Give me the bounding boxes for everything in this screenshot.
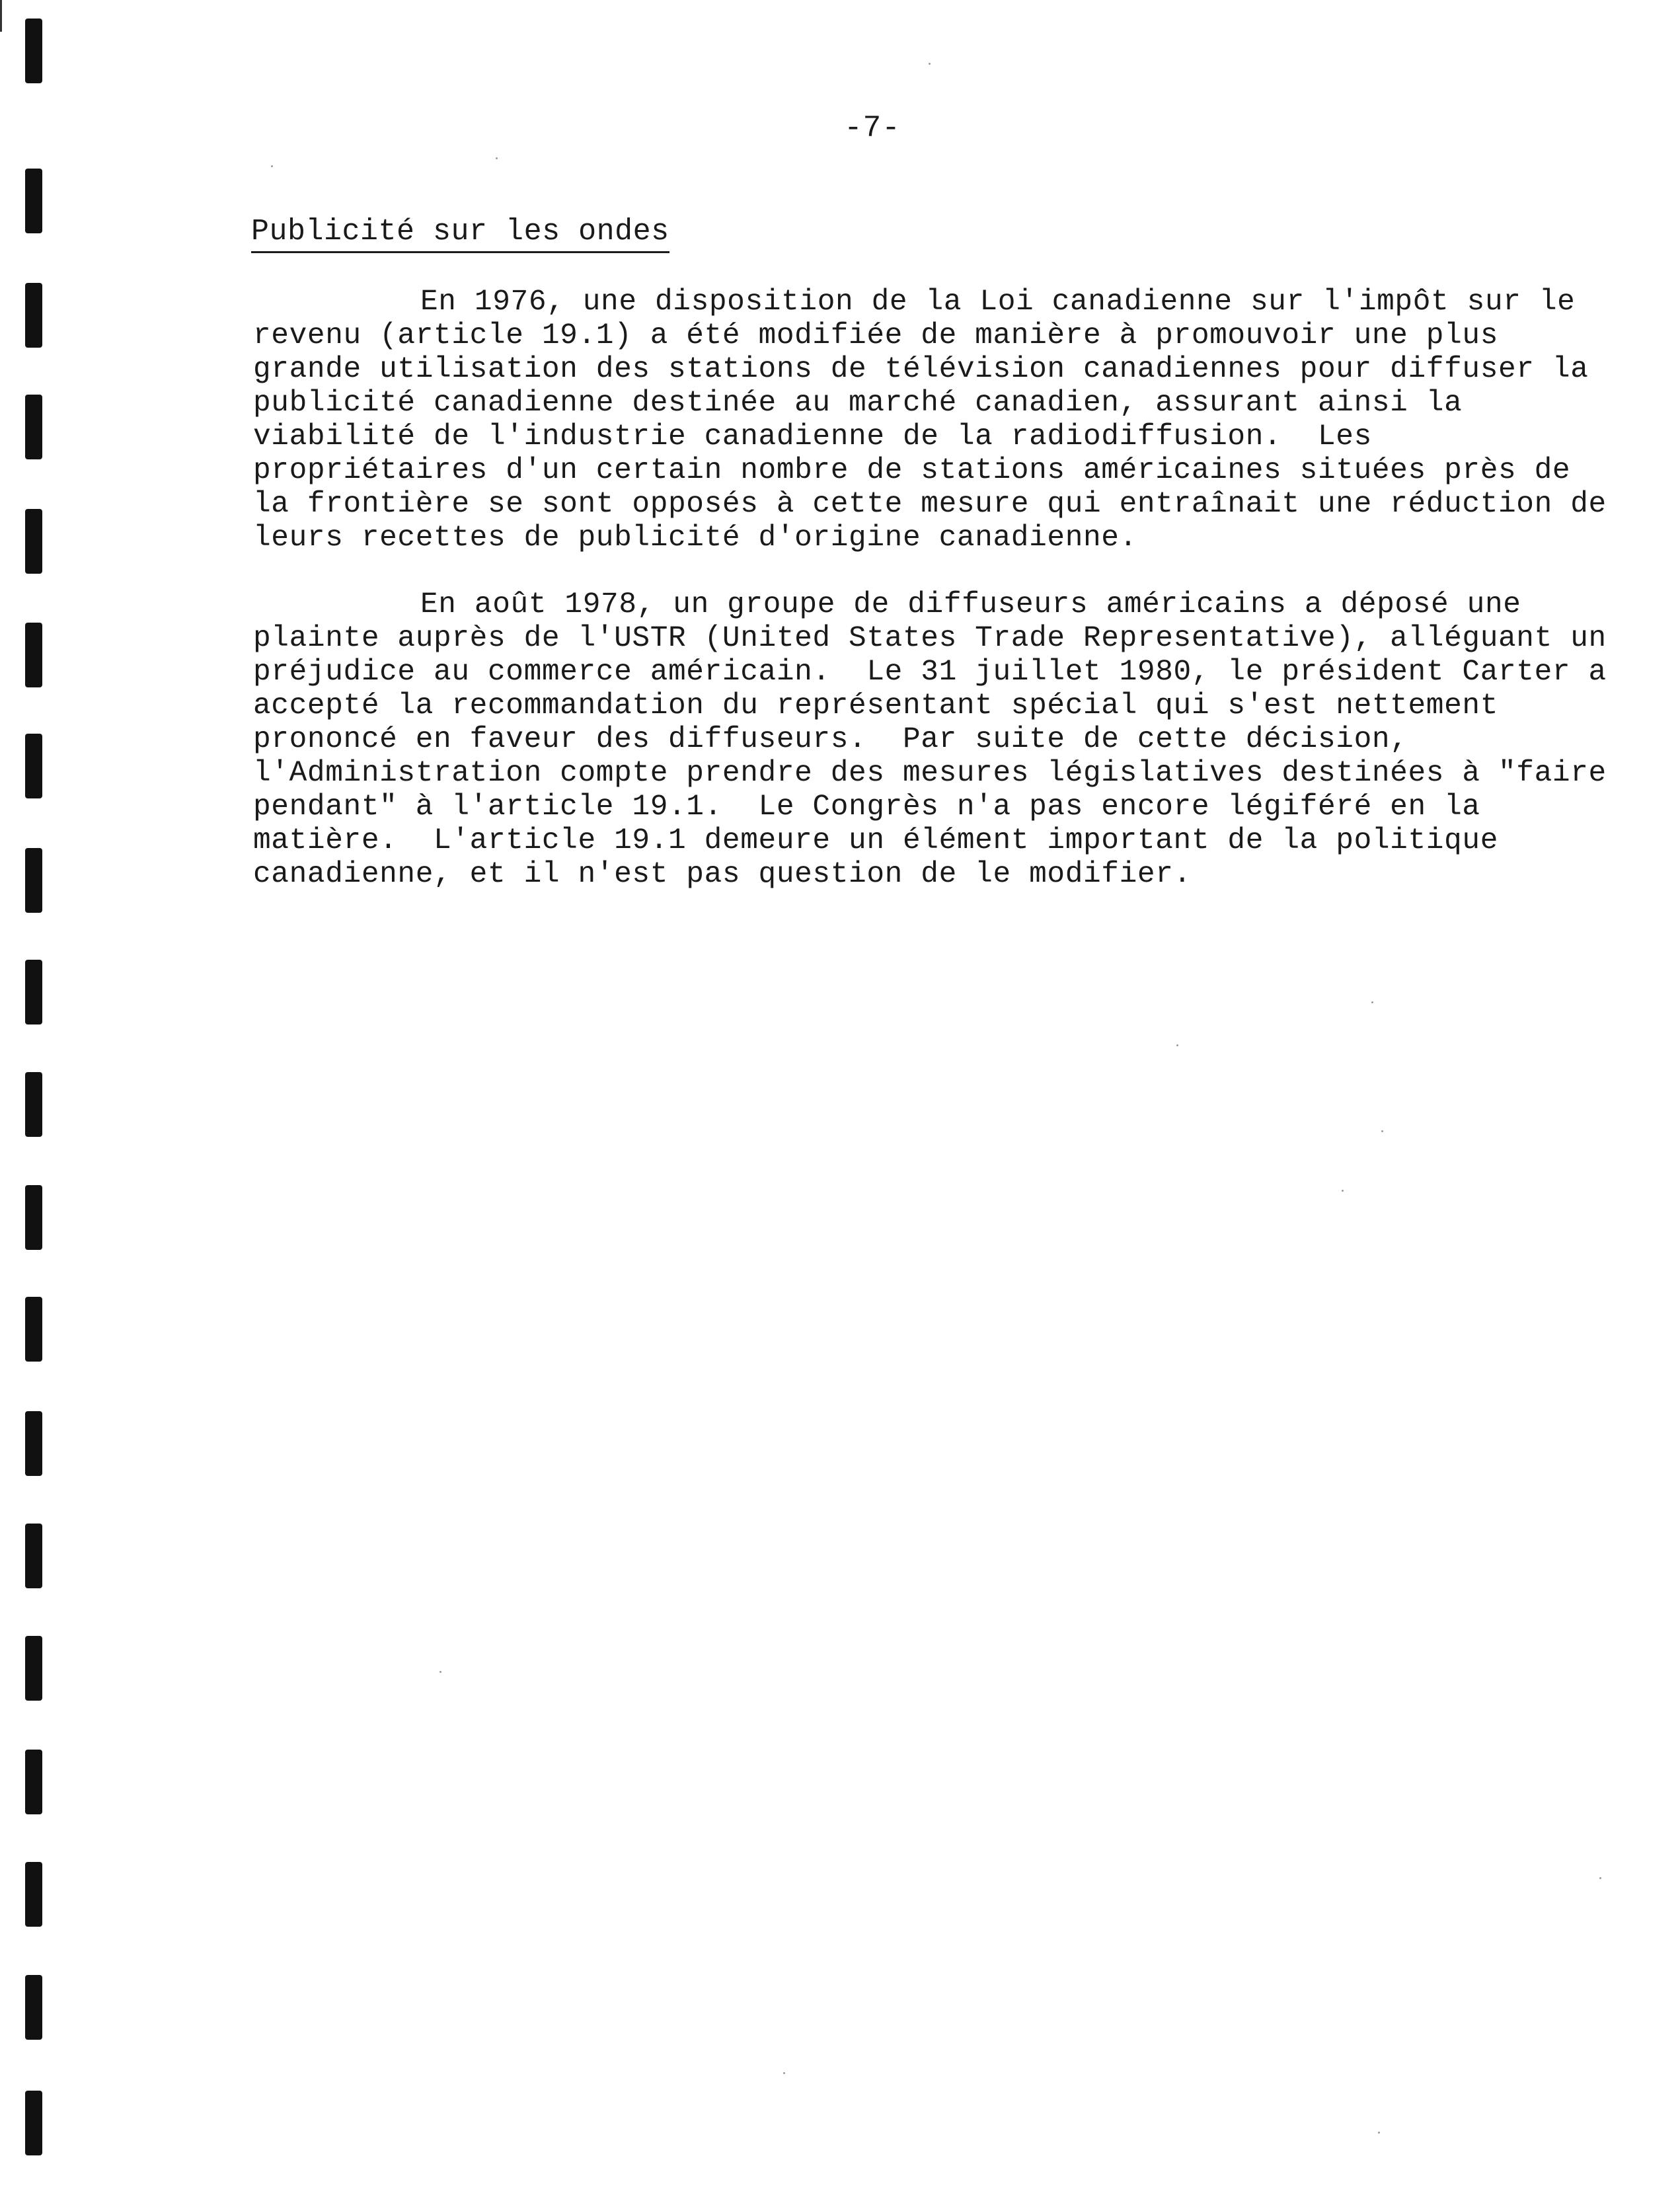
binding-hole: [25, 2091, 42, 2155]
page-number: -7-: [844, 111, 901, 145]
binding-holes: [25, 0, 52, 2203]
binding-hole: [25, 395, 42, 459]
scan-speck: [1176, 1044, 1178, 1046]
paragraph-line: En 1976, une disposition de la Loi canadienne sur l'impôt sur le: [420, 286, 1576, 319]
binding-hole: [25, 169, 42, 233]
paragraph-line: préjudice au commerce américain. Le 31 juillet 1980, le président Carter a: [253, 656, 1607, 689]
binding-hole: [25, 623, 42, 687]
paragraph-line: pendant" à l'article 19.1. Le Congrès n'a pas encore légiféré en la: [253, 791, 1480, 824]
paragraph-line: canadienne, et il n'est pas question de le modifier.: [253, 858, 1192, 891]
binding-hole: [25, 1862, 42, 1927]
binding-hole: [25, 1750, 42, 1814]
binding-hole: [25, 1524, 42, 1588]
paragraph-line: matière. L'article 19.1 demeure un élément important de la politique: [253, 824, 1498, 857]
binding-hole: [25, 1072, 42, 1137]
binding-hole: [25, 19, 42, 83]
binding-hole: [25, 1297, 42, 1362]
paragraph-line: la frontière se sont opposés à cette mesure qui entraînait une réduction de: [253, 488, 1607, 521]
paragraph-line: accepté la recommandation du représentant spécial qui s'est nettement: [253, 689, 1498, 722]
paragraph-line: prononcé en faveur des diffuseurs. Par suite de cette décision,: [253, 723, 1408, 756]
scan-speck: [1371, 1001, 1373, 1003]
scan-speck: [439, 1671, 441, 1673]
scan-speck: [783, 2072, 785, 2074]
page-edge-mark: [0, 0, 2, 32]
scan-speck: [1381, 1130, 1383, 1132]
paragraph-line: leurs recettes de publicité d'origine canadienne.: [253, 522, 1137, 555]
paragraph-line: publicité canadienne destinée au marché canadien, assurant ainsi la: [253, 387, 1463, 420]
paragraph-2: [253, 588, 1607, 892]
paragraph-line: En août 1978, un groupe de diffuseurs américains a déposé une: [420, 588, 1521, 621]
paragraph-line: propriétaires d'un certain nombre de stations américaines situées près de: [253, 454, 1571, 487]
binding-hole: [25, 848, 42, 913]
binding-hole: [25, 1975, 42, 2040]
scan-speck: [929, 63, 931, 65]
scan-speck: [1599, 1877, 1601, 1879]
paragraph-line: revenu (article 19.1) a été modifiée de manière à promouvoir une plus: [253, 319, 1498, 352]
scan-speck: [1342, 1190, 1344, 1192]
binding-hole: [25, 509, 42, 574]
paragraph-1: [253, 286, 1607, 555]
scan-speck: [1378, 2132, 1380, 2134]
binding-hole: [25, 1411, 42, 1476]
scan-speck: [271, 165, 273, 167]
binding-hole: [25, 283, 42, 348]
scan-speck: [496, 157, 498, 159]
binding-hole: [25, 734, 42, 798]
section-heading: Publicité sur les ondes: [251, 215, 669, 253]
binding-hole: [25, 960, 42, 1024]
binding-hole: [25, 1636, 42, 1701]
paragraph-line: viabilité de l'industrie canadienne de la radiodiffusion. Les: [253, 420, 1372, 453]
paragraph-line: plainte auprès de l'USTR (United States Trade Representative), alléguant un: [253, 622, 1607, 655]
paragraph-line: grande utilisation des stations de télévision canadiennes pour diffuser la: [253, 353, 1589, 386]
binding-hole: [25, 1185, 42, 1250]
paragraph-line: l'Administration compte prendre des mesures législatives destinées à "faire: [253, 757, 1607, 790]
